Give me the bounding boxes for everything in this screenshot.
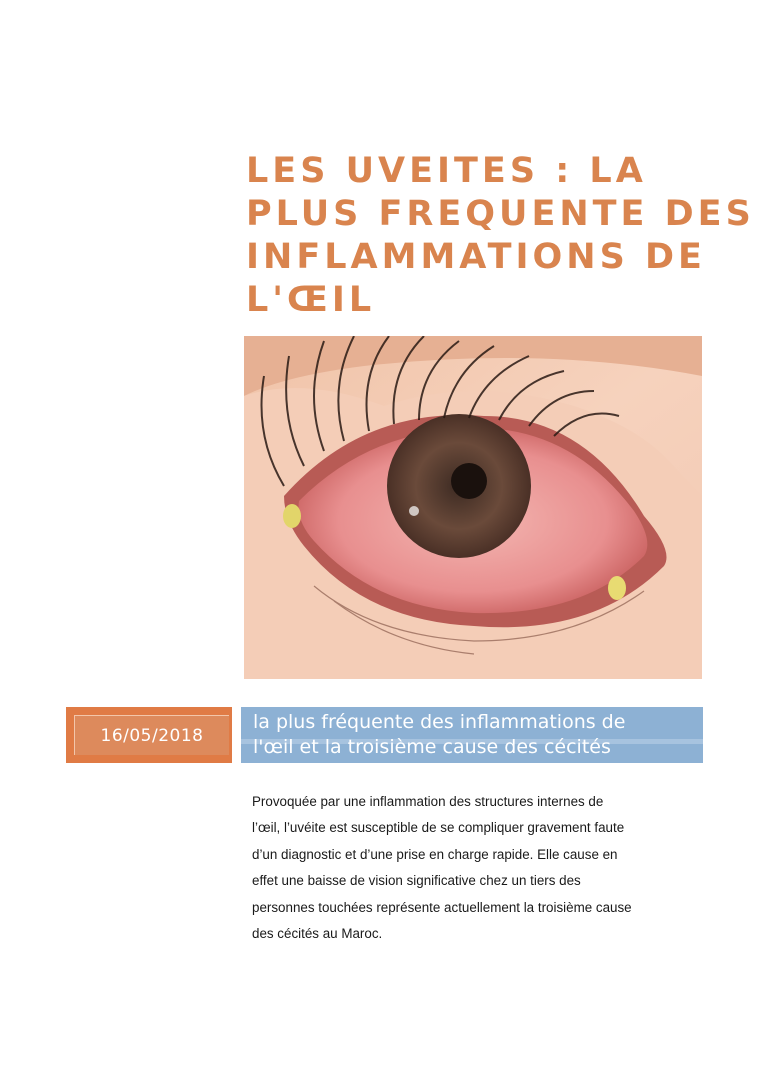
- body-paragraph: [252, 789, 692, 947]
- subtitle: [253, 710, 699, 760]
- body-line: effet une baisse de vision significative chez un tiers des: [252, 873, 581, 889]
- date-box: [66, 707, 232, 763]
- body-line: l’œil, l’uvéite est susceptible de se compliquer gravement faute: [252, 820, 625, 836]
- body-line: des cécités au Maroc.: [252, 926, 383, 942]
- title-line: INFLAMMATIONS DE: [246, 237, 706, 277]
- body-line: personnes touchées représente actuellement la troisième cause: [252, 899, 632, 915]
- title-line: L'ŒIL: [246, 280, 376, 320]
- subtitle-line: la plus fréquente des inflammations de: [253, 711, 626, 733]
- document-title: [246, 150, 755, 322]
- subtitle-box: [241, 707, 703, 763]
- title-line: PLUS FREQUENTE DES: [246, 194, 755, 234]
- body-line: Provoquée par une inflammation des structures internes de: [252, 794, 604, 809]
- date-label: 16/05/2018: [74, 715, 229, 755]
- body-line: d’un diagnostic et d’une prise en charge rapide. Elle cause en: [252, 846, 618, 862]
- title-line: LES UVEITES : LA: [246, 151, 647, 191]
- subtitle-line: l'œil et la troisième cause des cécités: [253, 736, 611, 758]
- red-eye-photo: [244, 336, 702, 679]
